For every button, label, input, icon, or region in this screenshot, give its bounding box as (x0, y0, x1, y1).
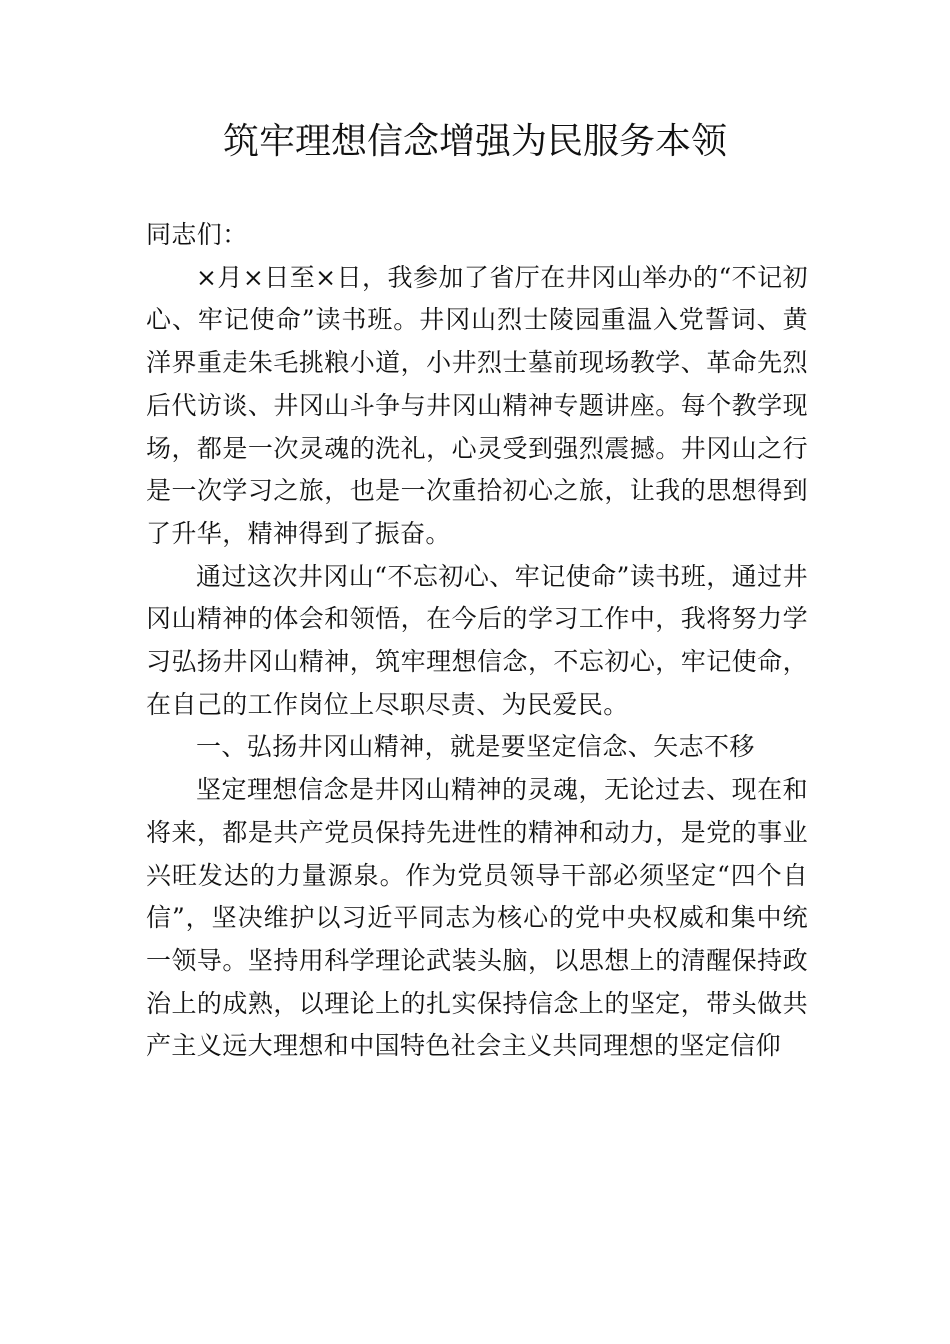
paragraph-section-one: 坚定理想信念是井冈山精神的灵魂，无论过去、现在和将来，都是共产党员保持先进性的精神和动力，是党的事业兴旺发达的力量源泉。作为党员领导干部必须坚定“四个自信”，坚决维护以习近平同志为核心的党中央权威和集中统一领导。坚持用科学理论武装头脑，以思想上的清醒保持政治上的成熟，以理论上的扎实保持信念上的坚定，带头做共产主义远大理想和中国特色社会主义共同理想的坚定信仰 (146, 775, 808, 1061)
paragraph-intro: ×月×日至×日，我参加了省厅在井冈山举办的“不记初心、牢记使命”读书班。井冈山烈士陵园重温入党誓词、黄洋界重走朱毛挑粮小道，小井烈士墓前现场教学、革命先烈后代访谈、井冈山斗争与井冈山精神专题讲座。每个教学现场，都是一次灵魂的洗礼，心灵受到强烈震撼。井冈山之行是一次学习之旅，也是一次重拾初心之旅，让我的思想得到了升华，精神得到了振奋。 (146, 262, 808, 548)
document-body (146, 214, 808, 1068)
paragraph-commitment: 通过这次井冈山“不忘初心、牢记使命”读书班，通过井冈山精神的体会和领悟，在今后的学习工作中，我将努力学习弘扬井冈山精神，筑牢理想信念，不忘初心，牢记使命， 在自己的工作岗位上尽职尽责、为民爱民。 (146, 561, 808, 719)
section-heading: 一、弘扬井冈山精神，就是要坚定信念、矢志不移 (196, 732, 755, 762)
salutation: 同志们： (146, 220, 248, 249)
document-title: 筑牢理想信念增强为民服务本领 (222, 121, 727, 162)
